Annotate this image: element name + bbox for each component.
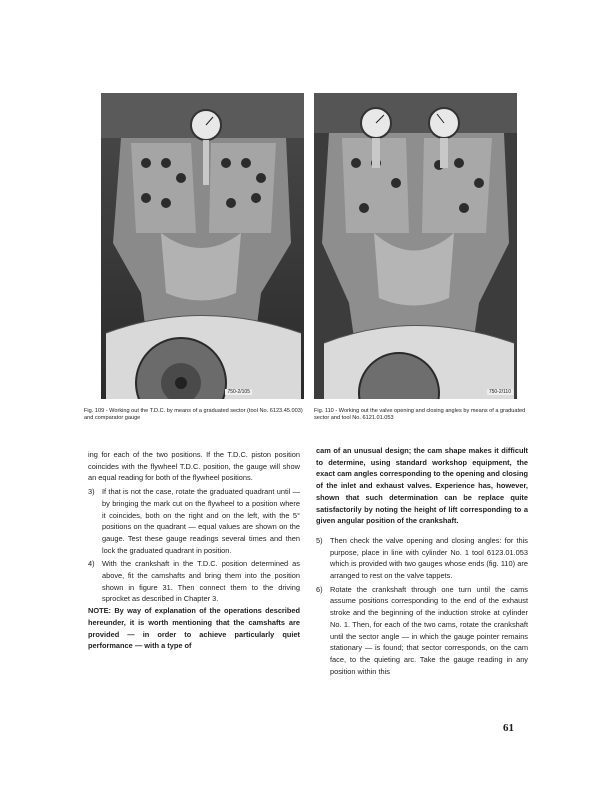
list-item-6 — [316, 584, 528, 678]
list-text: Then check the valve opening and closing angles: for this purpose, place in line with cylinder No. 1 tool 6123.01.053 which is provided with two gauges whose ends (fig. 110) are arranged to rest on the valve tappets. — [330, 535, 528, 581]
list-text: With the crankshaft in the T.D.C. position determined as above, fit the camshafts and bring them into the position shown in figure 31. Then connect them to the driving sprocket as described in Chapter 3. — [102, 559, 300, 604]
list-item-5 — [316, 535, 528, 582]
note-paragraph: NOTE: By way of explanation of the operations described hereunder, it is worth mentioning that the camshafts are provided — in order to achieve particularly quiet performance — with a type of — [88, 606, 300, 651]
list-number: 3) — [88, 487, 95, 497]
list-item-3 — [88, 486, 300, 556]
figure-109-tag: 750-2/105 — [227, 389, 250, 395]
list-number: 6) — [316, 584, 323, 594]
list-text: If that is not the case, rotate the graduated quadrant until — by bringing the mark cut on the flywheel to a position where it coincides, both on the right and on the left, with the 5° positions on the quadrant — equal values are shown on the gauge. Test these gauge readings several times and then lock the graduated quadrant in position. — [102, 487, 300, 555]
page-number: 61 — [503, 722, 514, 734]
engine-valve-angle-photo-illustration — [314, 93, 517, 399]
figure-109-caption: Fig. 109 - Working out the T.D.C. by means of a graduated sector (tool No. 6123.45.003) and comparator gauge — [84, 408, 303, 421]
list-item-4 — [88, 558, 300, 605]
figure-110-tag: 750-2/110 — [488, 389, 511, 395]
engine-tdc-photo-illustration — [101, 93, 304, 399]
right-text-column — [316, 445, 528, 677]
right-bold-paragraph: cam of an unusual design; the cam shape makes it difficult to determine, using standard workshop equipment, the exact cam angles corresponding to the opening and closing of the inlet and exhaust valves. Experience has, however, shown that such determination can be replace quite satisfactorily by noting the height of lift corresponding to a given angular position of the crankshaft. — [316, 446, 528, 526]
list-number: 4) — [88, 559, 95, 569]
figure-110-photo — [314, 93, 517, 399]
figure-110-caption: Fig. 110 - Working out the valve opening and closing angles by means of a graduated sector and tool No. 6121.01.053 — [314, 408, 526, 421]
left-intro-paragraph: ing for each of the two positions. If the T.D.C. piston position coincides with the flywheel T.D.C. position, the gauge will show an equal reading for both of the flywheel positions. — [88, 450, 300, 483]
list-number: 5) — [316, 535, 323, 545]
list-text: Rotate the crankshaft through one turn until the cams assume positions corresponding to the end of the exhaust stroke and the beginning of the induction stroke at cylinder No. 1. Then, for each of the two cams, rotate the crankshaft until the sector angle — in which the gauge pointer remains stationary — is found; that sector corresponds, on the cam face, to the quieting arc. Take the gauge reading in any position within this — [330, 584, 528, 676]
left-text-column — [88, 449, 300, 652]
figure-109-photo — [101, 93, 304, 399]
